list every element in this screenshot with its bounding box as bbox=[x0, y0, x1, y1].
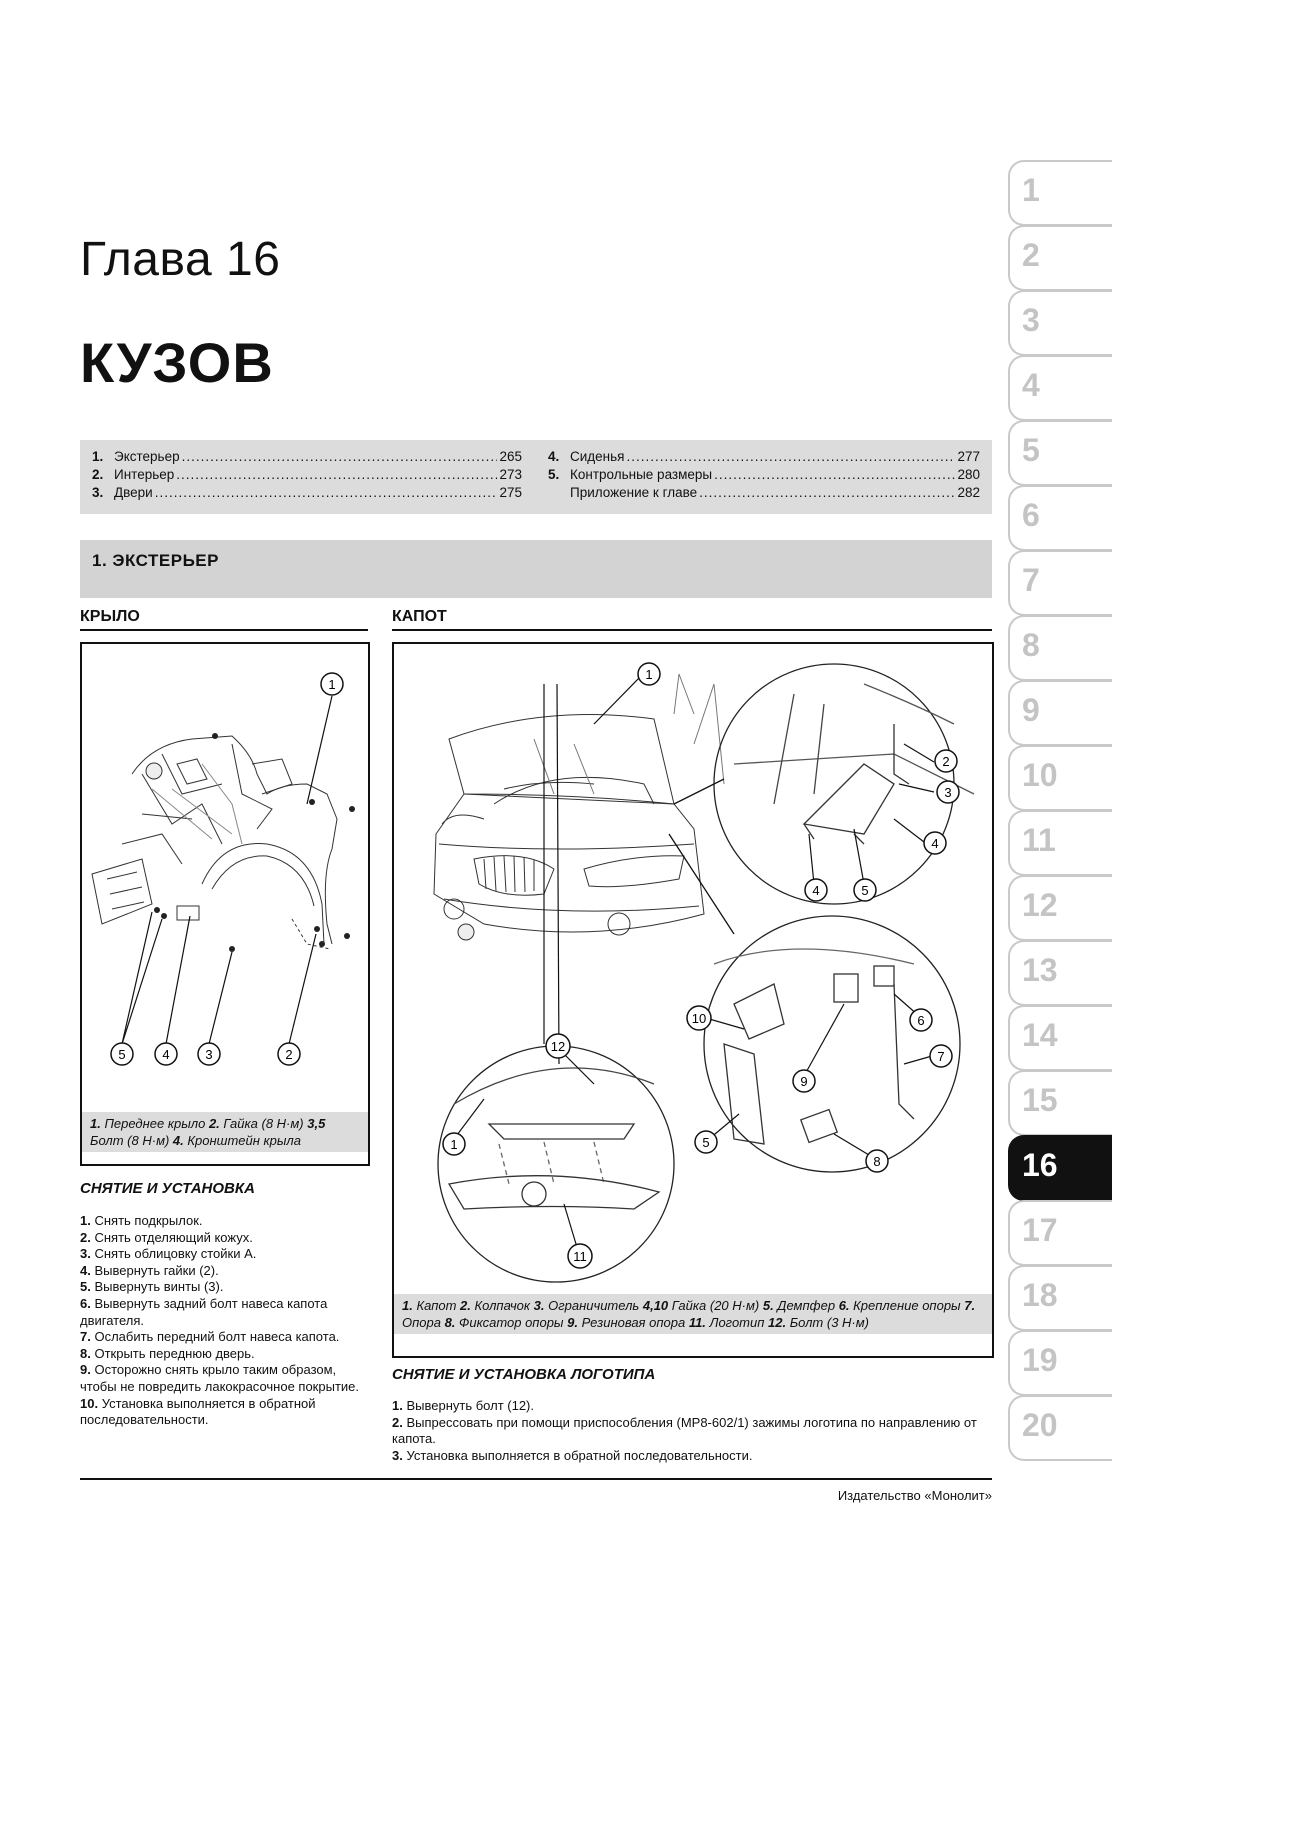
callout-4 bbox=[805, 879, 827, 901]
headlight bbox=[584, 856, 684, 887]
step-item: 2. Снять отделяющий кожух. bbox=[80, 1229, 253, 1245]
step-item: 4. Вывернуть гайки (2). bbox=[80, 1262, 219, 1278]
svg-text:5: 5 bbox=[702, 1135, 710, 1150]
step-item: 9. Осторожно снять крыло таким образом, чтобы не повредить лакокрасочное покрытие. bbox=[80, 1362, 359, 1394]
toc-entry[interactable]: 1. Экстерьер ..... 265 bbox=[92, 448, 522, 466]
svg-text:12: 12 bbox=[550, 1039, 566, 1054]
svg-text:11: 11 bbox=[573, 1249, 587, 1264]
svg-text:3: 3 bbox=[944, 785, 952, 800]
toc-right-column bbox=[548, 448, 980, 502]
chapter-tab-15[interactable]: 15 bbox=[1008, 1070, 1112, 1136]
callout-3 bbox=[937, 781, 959, 803]
step-item: 8. Открыть переднюю дверь. bbox=[80, 1345, 255, 1361]
logo-trim bbox=[449, 1176, 659, 1209]
callout-1 bbox=[321, 673, 343, 695]
svg-text:4: 4 bbox=[812, 883, 820, 898]
chapter-tab-7[interactable]: 7 bbox=[1008, 550, 1112, 616]
step-item: 5. Вывернуть винты (3). bbox=[80, 1279, 224, 1295]
chapter-tab-11[interactable]: 11 bbox=[1008, 810, 1112, 876]
callout-2 bbox=[278, 1043, 300, 1065]
callout-9 bbox=[793, 1070, 815, 1092]
svg-text:5: 5 bbox=[861, 883, 869, 898]
toc-entry[interactable]: 2. Интерьер ..... 273 bbox=[92, 466, 522, 484]
step-item: 1. Снять подкрылок. bbox=[80, 1213, 203, 1228]
fender-steps bbox=[80, 1213, 368, 1429]
open-hood bbox=[449, 715, 674, 805]
svg-text:10: 10 bbox=[691, 1011, 707, 1026]
footer-divider bbox=[80, 1478, 992, 1480]
toc-entry[interactable]: 4. Сиденья ..... 277 bbox=[548, 448, 980, 466]
chapter-tab-6[interactable]: 6 bbox=[1008, 485, 1112, 551]
fender-bracket bbox=[177, 906, 199, 920]
callout-8 bbox=[866, 1150, 888, 1172]
step-item: 6. Вывернуть задний болт навеса капота двигателя. bbox=[80, 1295, 328, 1328]
callout-3 bbox=[198, 1043, 220, 1065]
svg-text:7: 7 bbox=[937, 1049, 945, 1064]
chapter-tab-10[interactable]: 10 bbox=[1008, 745, 1112, 811]
support-latch bbox=[801, 1110, 837, 1143]
chapter-tab-3[interactable]: 3 bbox=[1008, 290, 1112, 356]
callout-7 bbox=[930, 1045, 952, 1067]
chapter-tab-18[interactable]: 18 bbox=[1008, 1265, 1112, 1331]
svg-text:8: 8 bbox=[873, 1154, 881, 1169]
hood-procedure-title: СНЯТИЕ И УСТАНОВКА ЛОГОТИПА bbox=[392, 1366, 656, 1383]
callout-5 bbox=[111, 1043, 133, 1065]
chapter-tab-13[interactable]: 13 bbox=[1008, 940, 1112, 1006]
step-item: 3. Установка выполняется в обратной последовательности. bbox=[392, 1447, 753, 1463]
svg-text:2: 2 bbox=[942, 754, 950, 769]
step-item: 2. Выпрессовать при помощи приспособления (MP8-602/1) зажимы логотипа по направлению от капота. bbox=[392, 1414, 977, 1447]
hood-heading: КАПОТ bbox=[392, 608, 992, 631]
fender-heading: КРЫЛО bbox=[80, 608, 368, 631]
svg-text:1: 1 bbox=[450, 1137, 458, 1152]
svg-text:4: 4 bbox=[162, 1047, 170, 1062]
fender-diagram bbox=[82, 644, 368, 1104]
fender-outline bbox=[132, 736, 337, 944]
toc-entry[interactable]: Приложение к главе ..... 282 bbox=[548, 484, 980, 502]
step-item: 7. Ослабить передний болт навеса капота. bbox=[80, 1329, 340, 1345]
step-item: 10. Установка выполняется в обратной последовательности. bbox=[80, 1395, 316, 1428]
callout-12 bbox=[546, 1034, 570, 1058]
chapter-tab-17[interactable]: 17 bbox=[1008, 1200, 1112, 1266]
chapter-tab-2[interactable]: 2 bbox=[1008, 225, 1112, 291]
chapter-tab-14[interactable]: 14 bbox=[1008, 1005, 1112, 1071]
publisher-footer: Издательство «Монолит» bbox=[837, 1488, 992, 1503]
svg-text:5: 5 bbox=[118, 1047, 126, 1062]
chapter-tab-8[interactable]: 8 bbox=[1008, 615, 1112, 681]
callout-4 bbox=[155, 1043, 177, 1065]
svg-text:1: 1 bbox=[328, 677, 336, 692]
toc-left-column bbox=[92, 448, 522, 502]
chapter-tab-20[interactable]: 20 bbox=[1008, 1395, 1112, 1461]
callout-1 bbox=[443, 1133, 465, 1155]
chapter-tab-19[interactable]: 19 bbox=[1008, 1330, 1112, 1396]
hood-steps bbox=[392, 1398, 994, 1464]
svg-text:1: 1 bbox=[645, 667, 653, 682]
fender-caption: 1. Переднее крыло 2. Гайка (8 Н·м) 3,5 Болт (8 Н·м) 4. Кронштейн крыла bbox=[82, 1112, 368, 1152]
svg-text:4: 4 bbox=[931, 836, 939, 851]
car-front-drawing bbox=[434, 674, 724, 940]
toc-entry[interactable]: 3. Двери ..... 275 bbox=[92, 484, 522, 502]
rubber-support bbox=[834, 974, 858, 1002]
callout-4 bbox=[924, 832, 946, 854]
fender-procedure-title: СНЯТИЕ И УСТАНОВКА bbox=[80, 1180, 255, 1197]
hood-caption: 1. Капот 2. Колпачок 3. Ограничитель 4,10 Гайка (20 Н·м) 5. Демпфер 6. Крепление опоры 7. Опора 8. Фиксатор опоры 9. Резиновая опора 11. Логотип 12. Болт (3 Н·м) bbox=[394, 1294, 992, 1334]
hinge-detail-circle bbox=[714, 664, 954, 904]
chapter-tab-5[interactable]: 5 bbox=[1008, 420, 1112, 486]
chapter-title: Глава 16 bbox=[80, 233, 281, 286]
section-title: 1. ЭКСТЕРЬЕР bbox=[92, 551, 219, 570]
fender-figure bbox=[80, 642, 370, 1166]
hood-diagram bbox=[394, 644, 992, 1284]
chapter-tab-4[interactable]: 4 bbox=[1008, 355, 1112, 421]
callout-11 bbox=[568, 1244, 592, 1268]
chapter-tab-1[interactable]: 1 bbox=[1008, 160, 1112, 226]
svg-text:2: 2 bbox=[285, 1047, 293, 1062]
callout-5 bbox=[695, 1131, 717, 1153]
chapter-tab-12[interactable]: 12 bbox=[1008, 875, 1112, 941]
page-title: КУЗОВ bbox=[80, 331, 274, 394]
hood-figure bbox=[392, 642, 994, 1358]
svg-text:9: 9 bbox=[800, 1074, 808, 1089]
chapter-tab-16-active[interactable]: 16 bbox=[1008, 1135, 1112, 1201]
svg-text:3: 3 bbox=[205, 1047, 213, 1062]
chapter-tab-9[interactable]: 9 bbox=[1008, 680, 1112, 746]
section-header bbox=[80, 540, 992, 598]
callout-1 bbox=[638, 663, 660, 685]
toc-entry[interactable]: 5. Контрольные размеры ..... 280 bbox=[548, 466, 980, 484]
callout-5 bbox=[854, 879, 876, 901]
chapter-contents bbox=[80, 440, 992, 514]
logo-detail-circle bbox=[438, 1046, 674, 1282]
callout-6 bbox=[910, 1009, 932, 1031]
step-item: 1. Вывернуть болт (12). bbox=[392, 1398, 534, 1413]
step-item: 3. Снять облицовку стойки А. bbox=[80, 1246, 257, 1262]
callout-2 bbox=[935, 750, 957, 772]
callout-10 bbox=[687, 1006, 711, 1030]
wheel-arch bbox=[202, 844, 324, 945]
svg-text:6: 6 bbox=[917, 1013, 925, 1028]
